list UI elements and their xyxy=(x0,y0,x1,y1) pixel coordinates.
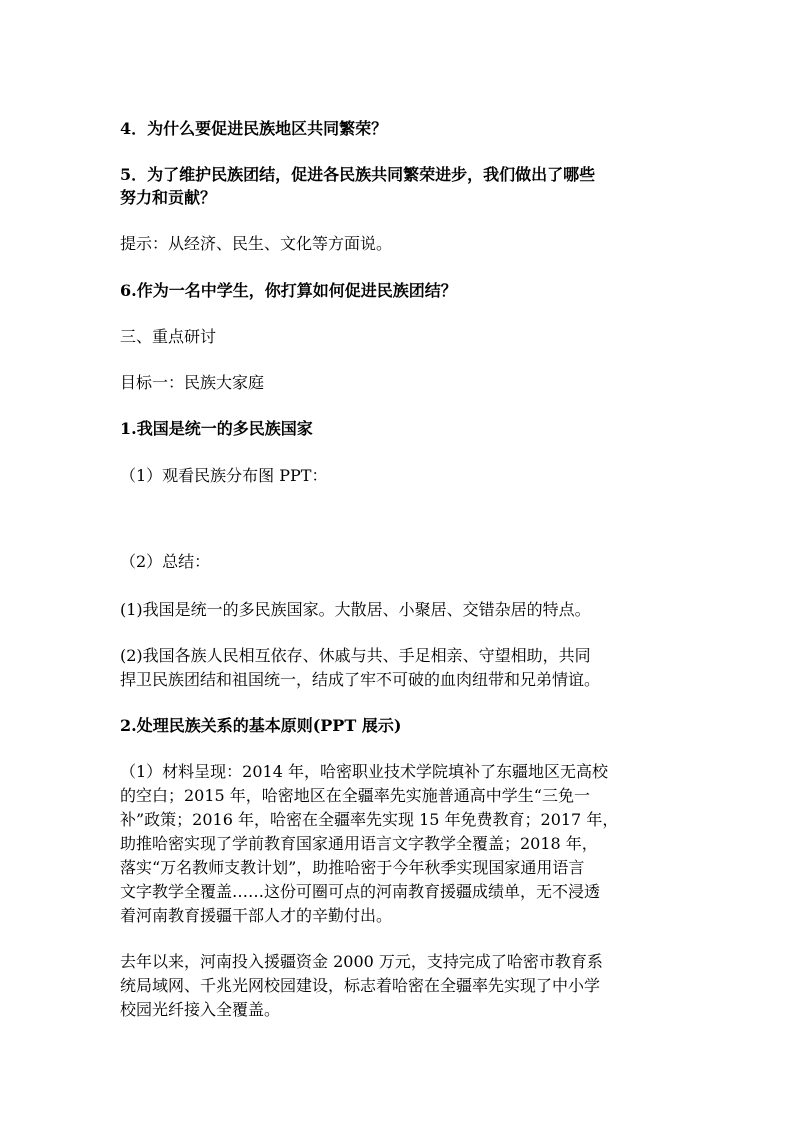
paragraph-line-1: 去年以来，河南投入援疆资金 2000 万元，支持完成了哈密市教育系 xyxy=(120,952,603,971)
material-line-1: （1）材料呈现：2014 年，哈密职业技术学院填补了东疆地区无高校 xyxy=(120,762,608,781)
summary-2-line-2: 捍卫民族团结和祖国统一，结成了牢不可破的血肉纽带和兄弟情谊。 xyxy=(120,670,601,689)
question-4: 4．为什么要促进民族地区共同繁荣？ xyxy=(120,119,388,138)
item-1-heading: 1.我国是统一的多民族国家 xyxy=(120,419,313,438)
section-heading: 三、重点研讨 xyxy=(120,327,217,346)
material-line-2: 的空白；2015 年，哈密地区在全疆率先实施普通高中学生“三免一 xyxy=(120,786,590,805)
sub-item-2: （2）总结： xyxy=(120,552,211,571)
hint: 提示：从经济、民生、文化等方面说。 xyxy=(120,234,393,253)
material-line-7: 着河南教育援疆干部人才的辛勤付出。 xyxy=(120,906,393,925)
goal-heading: 目标一：民族大家庭 xyxy=(120,373,265,392)
question-5-line-2: 努力和贡献？ xyxy=(120,188,217,207)
material-line-4: 助推哈密实现了学前教育国家通用语言文字教学全覆盖；2018 年， xyxy=(120,834,598,853)
material-line-5: 落实“万名教师支教计划”，助推哈密于今年秋季实现国家通用语言 xyxy=(120,858,585,877)
question-6: 6.作为一名中学生，你打算如何促进民族团结？ xyxy=(120,281,457,300)
sub-item-1: （1）观看民族分布图 PPT： xyxy=(120,466,328,485)
paragraph-line-3: 校园光纤接入全覆盖。 xyxy=(120,1000,281,1019)
question-5-line-1: 5．为了维护民族团结，促进各民族共同繁荣进步，我们做出了哪些 xyxy=(120,165,596,184)
item-2-heading: 2.处理民族关系的基本原则(PPT 展示) xyxy=(120,716,402,735)
paragraph-line-2: 统局域网、千兆光网校园建设，标志着哈密在全疆率先实现了中小学 xyxy=(120,976,601,995)
summary-1: (1)我国是统一的多民族国家。大散居、小聚居、交错杂居的特点。 xyxy=(120,600,591,619)
material-line-3: 补”政策；2016 年，哈密在全疆率先实现 15 年免费教育；2017 年， xyxy=(120,810,619,829)
material-line-6: 文字教学全覆盖……这份可圈可点的河南教育援疆成绩单，无不浸透 xyxy=(120,882,601,901)
summary-2-line-1: (2)我国各族人民相互依存、休戚与共、手足相亲、守望相助，共同 xyxy=(120,646,591,665)
